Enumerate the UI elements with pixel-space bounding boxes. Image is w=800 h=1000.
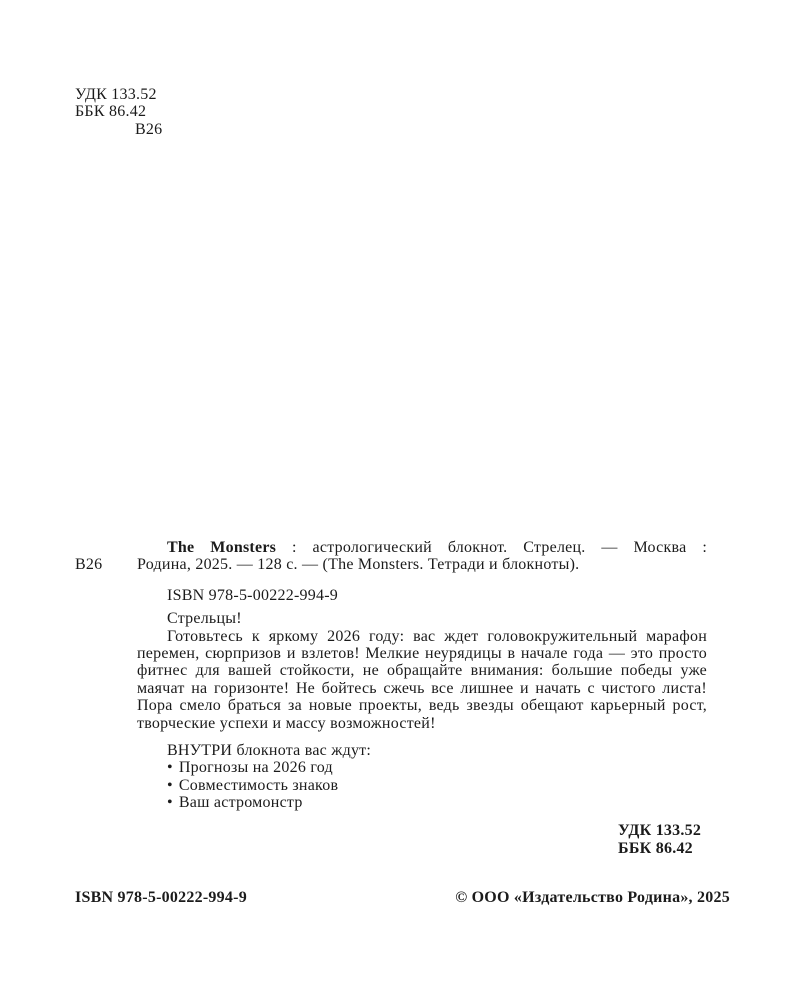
catalog-entry-line2: Родина, 2025. — 128 с. — (The Monsters. Тетради и блокноты). <box>137 556 580 574</box>
catalog-entry-title: The Monsters <box>167 539 277 556</box>
bullet-icon: • <box>167 794 173 812</box>
bbk-code-top: ББК 86.42 <box>75 103 147 121</box>
list-item-label: Прогнозы на 2026 год <box>178 759 333 777</box>
imprint-isbn: ISBN 978-5-00222-994-9 <box>75 889 247 906</box>
udk-code-bottom: УДК 133.52 <box>618 822 702 839</box>
list-item <box>167 794 707 811</box>
contents-block <box>167 742 707 812</box>
annotation-salutation: Стрельцы! <box>167 610 242 628</box>
list-item <box>167 759 707 776</box>
contents-heading: ВНУТРИ блокнота вас ждут: <box>167 742 372 760</box>
imprint-copyright: © ООО «Издательство Родина», 2025 <box>455 889 730 906</box>
bullet-icon: • <box>167 759 173 777</box>
catalog-isbn: ISBN 978-5-00222-994-9 <box>167 586 339 604</box>
header-codes-block <box>75 86 162 138</box>
annotation <box>137 610 707 732</box>
catalog-entry-line1-rest: : астрологический блокнот. Стрелец. — Москва : <box>276 539 708 556</box>
bbk-code-bottom: ББК 86.42 <box>618 839 693 857</box>
imprint-row <box>75 889 730 906</box>
author-mark-top: В26 <box>135 120 163 138</box>
catalog-annotation-block <box>75 539 707 812</box>
catalog-entry <box>137 539 707 574</box>
footer-codes-block <box>618 822 701 857</box>
udk-code-top: УДК 133.52 <box>75 86 157 103</box>
catalog-author-mark: В26 <box>75 556 103 574</box>
list-item-label: Ваш астромонстр <box>178 794 303 812</box>
annotation-paragraph: Готовьтесь к яркому 2026 году: вас ждет головокружительный марафон перемен, сюрпризов и взлетов! Мелкие неурядицы в начале года — это просто фитнес для вашей стойкости, не обращайте внимания: большие победы уже маячат на горизонте! Не бойтесь сжечь все лишнее и начать с чистого листа! Пора смело браться за новые проекты, ведь звезды обещают карьерный рост, творческие успехи и массу возможностей! <box>137 627 707 732</box>
bullet-icon: • <box>167 776 173 794</box>
catalog-entry-line1 <box>137 539 707 556</box>
list-item <box>167 777 707 794</box>
catalog-card <box>75 539 707 574</box>
list-item-label: Совместимость знаков <box>178 776 339 794</box>
